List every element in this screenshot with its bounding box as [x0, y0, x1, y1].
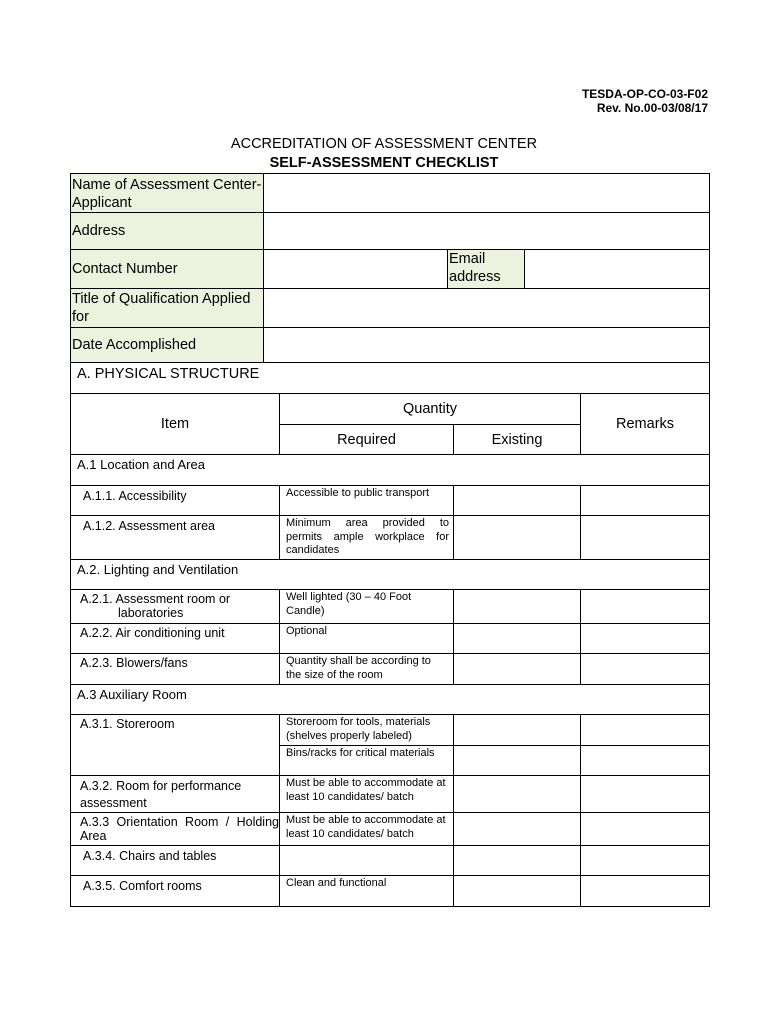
item-header: Item: [71, 394, 280, 455]
a3-5-remarks-field[interactable]: [581, 876, 710, 907]
contact-number-field[interactable]: [264, 250, 448, 289]
a1-1-required: Accessible to public transport: [280, 486, 454, 516]
a1-2-existing-field[interactable]: [454, 516, 581, 560]
date-accomplished-label: Date Accomplished: [71, 328, 264, 363]
a1-title: A.1 Location and Area: [71, 455, 710, 486]
a3-2-existing-field[interactable]: [454, 776, 581, 813]
a3-1b-remarks-field[interactable]: [581, 746, 710, 776]
a2-1-item-line2: laboratories: [118, 606, 184, 620]
page-title: ACCREDITATION OF ASSESSMENT CENTER: [230, 136, 538, 152]
quantity-header: Quantity: [280, 394, 581, 425]
document-code: TESDA-OP-CO-03-F02: [581, 87, 708, 101]
name-label: Name of Assessment Center-Applicant: [71, 174, 264, 213]
address-label: Address: [71, 213, 264, 250]
revision-number: Rev. No.00-03/08/17: [596, 101, 708, 115]
a3-1-item: A.3.1. Storeroom: [71, 715, 280, 776]
a2-3-existing-field[interactable]: [454, 654, 581, 685]
a3-1b-existing-field[interactable]: [454, 746, 581, 776]
a3-5-existing-field[interactable]: [454, 876, 581, 907]
a2-3-remarks-field[interactable]: [581, 654, 710, 685]
remarks-header: Remarks: [581, 394, 710, 455]
a3-2-item: A.3.2. Room for performance assessment: [71, 776, 280, 813]
a2-1-item-line1: A.2.1. Assessment room or: [80, 592, 231, 606]
a3-3-existing-field[interactable]: [454, 813, 581, 846]
address-field[interactable]: [264, 213, 710, 250]
a3-4-remarks-field[interactable]: [581, 846, 710, 876]
a3-4-item: A.3.4. Chairs and tables: [71, 846, 280, 876]
a3-4-existing-field[interactable]: [454, 846, 581, 876]
a2-2-required: Optional: [280, 624, 454, 654]
a1-2-item: A.1.2. Assessment area: [71, 516, 280, 560]
qualification-field[interactable]: [264, 289, 710, 328]
a1-2-required: Minimum area provided to permits ample workplace for candidates: [280, 516, 454, 560]
page-subtitle: SELF-ASSESSMENT CHECKLIST: [269, 155, 499, 171]
a2-title: A.2. Lighting and Ventilation: [71, 560, 710, 590]
email-field[interactable]: [525, 250, 710, 289]
date-accomplished-field[interactable]: [264, 328, 710, 363]
a3-1-required-b: Bins/racks for critical materials: [280, 746, 454, 776]
a1-1-existing-field[interactable]: [454, 486, 581, 516]
a1-2-remarks-field[interactable]: [581, 516, 710, 560]
a2-1-required: Well lighted (30 – 40 Foot Candle): [280, 590, 454, 624]
a2-2-existing-field[interactable]: [454, 624, 581, 654]
a3-3-item: A.3.3 Orientation Room / Holding Area: [71, 813, 280, 846]
a1-1-remarks-field[interactable]: [581, 486, 710, 516]
a3-3-required: Must be able to accommodate at least 10 candidates/ batch: [280, 813, 454, 846]
a2-1-existing-field[interactable]: [454, 590, 581, 624]
a2-1-item: [71, 590, 280, 624]
a1-1-item: A.1.1. Accessibility: [71, 486, 280, 516]
a3-5-item: A.3.5. Comfort rooms: [71, 876, 280, 907]
a3-2-required: Must be able to accommodate at least 10 candidates/ batch: [280, 776, 454, 813]
section-a-title: A. PHYSICAL STRUCTURE: [71, 363, 710, 394]
qualification-label: Title of Qualification Applied for: [71, 289, 264, 328]
a3-title: A.3 Auxiliary Room: [71, 685, 710, 715]
document-reference: [582, 87, 708, 115]
required-header: Required: [280, 425, 454, 455]
a2-2-remarks-field[interactable]: [581, 624, 710, 654]
a3-1a-remarks-field[interactable]: [581, 715, 710, 746]
checklist-table: [70, 362, 710, 907]
a3-4-required: [280, 846, 454, 876]
name-field[interactable]: [264, 174, 710, 213]
a3-5-required: Clean and functional: [280, 876, 454, 907]
a3-3-remarks-field[interactable]: [581, 813, 710, 846]
email-label: Email address: [448, 250, 525, 289]
contact-number-label: Contact Number: [71, 250, 264, 289]
a2-3-required: Quantity shall be according to the size of the room: [280, 654, 454, 685]
a3-1-required-a: Storeroom for tools, materials (shelves properly labeled): [280, 715, 454, 746]
a2-2-item: A.2.2. Air conditioning unit: [71, 624, 280, 654]
a2-1-remarks-field[interactable]: [581, 590, 710, 624]
a3-2-remarks-field[interactable]: [581, 776, 710, 813]
a3-1a-existing-field[interactable]: [454, 715, 581, 746]
a2-3-item: A.2.3. Blowers/fans: [71, 654, 280, 685]
applicant-info-table: [70, 173, 710, 363]
existing-header: Existing: [454, 425, 581, 455]
